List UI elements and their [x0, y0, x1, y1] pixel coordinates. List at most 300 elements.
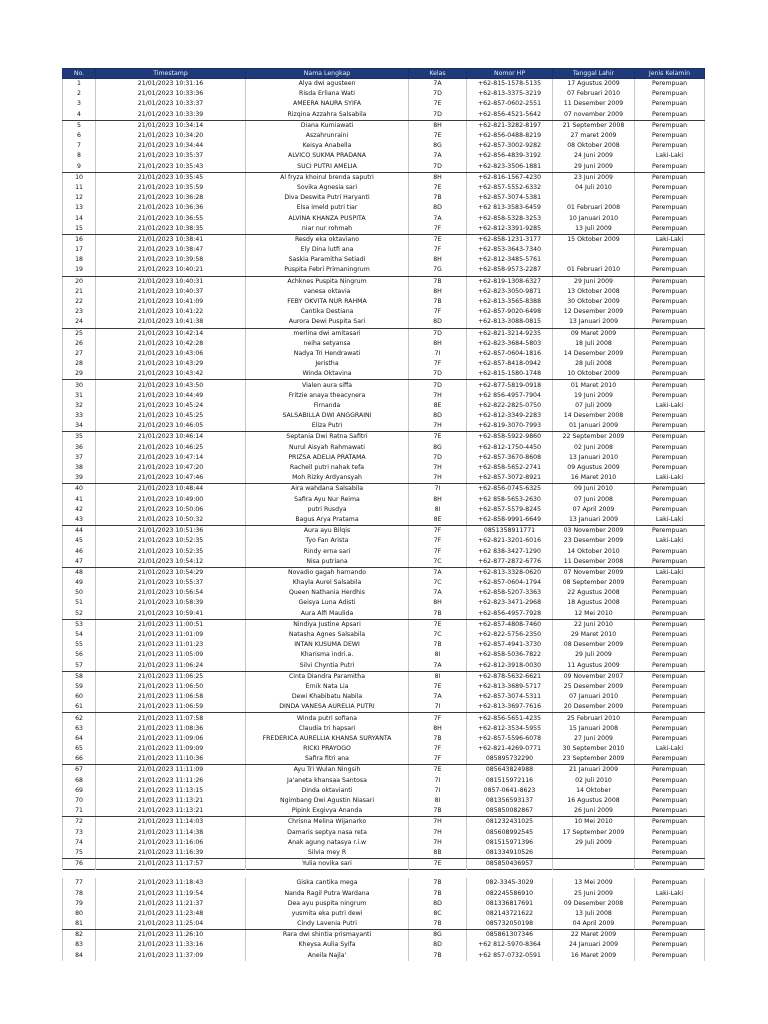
table-row: [63, 878, 705, 888]
student-table: [62, 68, 705, 961]
cell-timestamp: 21/01/2023 11:09:06: [96, 734, 246, 744]
cell-no: 84: [63, 951, 96, 961]
cell-timestamp: 21/01/2023 11:06:50: [96, 682, 246, 692]
table-row: [63, 888, 705, 898]
cell-kelas: 7B: [409, 193, 467, 203]
cell-nama: Yulia novika sari: [246, 859, 409, 870]
cell-kelas: 8B: [409, 848, 467, 859]
cell-timestamp: 21/01/2023 11:13:21: [96, 806, 246, 817]
cell-no: 33: [63, 411, 96, 421]
cell-jenis: Perempuan: [635, 619, 705, 630]
cell-jenis: Perempuan: [635, 110, 705, 121]
cell-hp: +62-813-3328-0620: [467, 567, 553, 578]
cell-no: 79: [63, 899, 96, 909]
cell-timestamp: 21/01/2023 11:14:03: [96, 817, 246, 828]
cell-kelas: 8H: [409, 287, 467, 297]
cell-hp: +62-858-5036-7822: [467, 650, 553, 660]
cell-jenis: Perempuan: [635, 899, 705, 909]
table-row: [63, 463, 705, 473]
table-row: [63, 505, 705, 515]
table-row: [63, 307, 705, 317]
cell-nama: Tyo Fan Arista: [246, 536, 409, 546]
cell-tanggal: 10 Mei 2010: [553, 817, 635, 828]
cell-nama: Fritzie anaya theacynera: [246, 391, 409, 401]
cell-no: 7: [63, 141, 96, 151]
cell-jenis: Perempuan: [635, 878, 705, 888]
cell-kelas: 8E: [409, 515, 467, 526]
cell-nama: Silvi Chyntia Putri: [246, 661, 409, 672]
cell-no: 83: [63, 940, 96, 950]
table-row: [63, 744, 705, 754]
cell-no: 46: [63, 546, 96, 556]
cell-tanggal: 17 September 2009: [553, 828, 635, 838]
cell-hp: +62-858-5328-3253: [467, 213, 553, 223]
cell-kelas: 8G: [409, 141, 467, 151]
cell-tanggal: 13 Januari 2010: [553, 453, 635, 463]
cell-tanggal: [553, 848, 635, 859]
table-row: [63, 99, 705, 109]
cell-kelas: 7F: [409, 546, 467, 556]
cell-kelas: 7E: [409, 131, 467, 141]
cell-no: 9: [63, 162, 96, 173]
cell-nama: Al fryza khoirul brenda saputri: [246, 172, 409, 183]
cell-no: 16: [63, 234, 96, 245]
cell-timestamp: 21/01/2023 11:06:59: [96, 702, 246, 713]
cell-no: 82: [63, 930, 96, 941]
cell-kelas: 7B: [409, 806, 467, 817]
table-row: [63, 172, 705, 183]
cell-tanggal: 20 Desember 2009: [553, 702, 635, 713]
cell-no: 6: [63, 131, 96, 141]
cell-kelas: 7E: [409, 619, 467, 630]
cell-tanggal: 13 Januari 2009: [553, 317, 635, 328]
cell-hp: +62-857-3072-8921: [467, 473, 553, 484]
table-row: [63, 765, 705, 776]
cell-no: 61: [63, 702, 96, 713]
table-row: [63, 713, 705, 724]
cell-tanggal: 08 September 2009: [553, 578, 635, 588]
cell-jenis: Perempuan: [635, 131, 705, 141]
cell-hp: +62-857-8418-0942: [467, 359, 553, 369]
cell-timestamp: 21/01/2023 11:09:09: [96, 744, 246, 754]
cell-no: 54: [63, 630, 96, 640]
cell-jenis: Perempuan: [635, 838, 705, 848]
cell-tanggal: 15 Oktober 2009: [553, 234, 635, 245]
table-row: [63, 339, 705, 349]
cell-jenis: Perempuan: [635, 463, 705, 473]
cell-jenis: Perempuan: [635, 297, 705, 307]
cell-hp: +62-816-1567-4230: [467, 172, 553, 183]
cell-timestamp: 21/01/2023 11:14:38: [96, 828, 246, 838]
cell-timestamp: 21/01/2023 10:40:31: [96, 276, 246, 287]
cell-hp: 085895732290: [467, 754, 553, 765]
cell-timestamp: 21/01/2023 10:45:24: [96, 401, 246, 411]
cell-no: 55: [63, 640, 96, 650]
cell-jenis: Perempuan: [635, 692, 705, 702]
table-row: [63, 265, 705, 276]
table-row: [63, 776, 705, 786]
cell-jenis: Perempuan: [635, 734, 705, 744]
cell-timestamp: 21/01/2023 10:35:43: [96, 162, 246, 173]
cell-tanggal: 11 Desember 2008: [553, 557, 635, 568]
cell-tanggal: 17 Agustus 2009: [553, 79, 635, 90]
cell-tanggal: 03 November 2009: [553, 526, 635, 537]
cell-kelas: 8I: [409, 505, 467, 515]
cell-hp: +62-856-4521-5642: [467, 110, 553, 121]
table-row: [63, 848, 705, 859]
cell-hp: +62-857-4808-7460: [467, 619, 553, 630]
cell-hp: +62-857-5596-6078: [467, 734, 553, 744]
cell-nama: Dea ayu puspita ningrum: [246, 899, 409, 909]
table-row: [63, 692, 705, 702]
table-row: [63, 951, 705, 961]
cell-tanggal: 09 Desember 2008: [553, 899, 635, 909]
cell-nama: Rizqina Azzahra Salsabila: [246, 110, 409, 121]
cell-timestamp: 21/01/2023 10:33:39: [96, 110, 246, 121]
cell-jenis: Perempuan: [635, 919, 705, 930]
cell-hp: +62-858-9991-6649: [467, 515, 553, 526]
col-header-jenis: Jenis Kelamin: [635, 69, 705, 79]
cell-nama: merlina dwi amitasari: [246, 328, 409, 339]
cell-hp: +62-857-5552-6332: [467, 183, 553, 193]
cell-jenis: Perempuan: [635, 317, 705, 328]
cell-tanggal: 10 Oktober 2009: [553, 369, 635, 380]
cell-timestamp: 21/01/2023 10:41:38: [96, 317, 246, 328]
cell-timestamp: 21/01/2023 11:37:09: [96, 951, 246, 961]
cell-jenis: Perempuan: [635, 359, 705, 369]
cell-timestamp: 21/01/2023 11:33:16: [96, 940, 246, 950]
cell-nama: Ngimbang Dwi Agustin Niasari: [246, 796, 409, 806]
data-sheet: [62, 68, 704, 961]
cell-timestamp: 21/01/2023 10:35:59: [96, 183, 246, 193]
cell-jenis: Laki-Laki: [635, 536, 705, 546]
cell-jenis: Perempuan: [635, 328, 705, 339]
cell-no: 31: [63, 391, 96, 401]
cell-jenis: Perempuan: [635, 951, 705, 961]
cell-tanggal: 11 Desember 2009: [553, 99, 635, 109]
cell-jenis: Perempuan: [635, 724, 705, 734]
cell-jenis: Perempuan: [635, 806, 705, 817]
cell-jenis: Perempuan: [635, 817, 705, 828]
cell-timestamp: 21/01/2023 11:06:24: [96, 661, 246, 672]
cell-no: 5: [63, 120, 96, 131]
cell-hp: +62-813-3565-8388: [467, 297, 553, 307]
cell-tanggal: 12 Desember 2009: [553, 307, 635, 317]
cell-nama: Safira Ayu Nur Reima: [246, 495, 409, 505]
cell-kelas: 7I: [409, 786, 467, 796]
cell-jenis: Perempuan: [635, 505, 705, 515]
cell-no: 27: [63, 349, 96, 359]
cell-tanggal: 19 Juni 2009: [553, 391, 635, 401]
cell-tanggal: 24 Januari 2009: [553, 940, 635, 950]
cell-no: 71: [63, 806, 96, 817]
cell-hp: +62 858-5653-2630: [467, 495, 553, 505]
cell-kelas: 7A: [409, 213, 467, 223]
cell-no: 17: [63, 245, 96, 255]
cell-timestamp: 21/01/2023 11:13:21: [96, 796, 246, 806]
cell-nama: Eliza Putri: [246, 421, 409, 432]
cell-tanggal: 15 Januari 2008: [553, 724, 635, 734]
cell-nama: Winda Oktavina: [246, 369, 409, 380]
cell-hp: 082-3345-3029: [467, 878, 553, 888]
cell-hp: +62-815-1580-1748: [467, 369, 553, 380]
cell-hp: +62-858-5922-9860: [467, 432, 553, 443]
cell-timestamp: 21/01/2023 10:42:28: [96, 339, 246, 349]
cell-tanggal: 10 Januari 2010: [553, 213, 635, 223]
cell-no: 39: [63, 473, 96, 484]
cell-jenis: Perempuan: [635, 391, 705, 401]
cell-kelas: 7F: [409, 224, 467, 235]
table-row: [63, 754, 705, 765]
table-row: [63, 682, 705, 692]
table-row: [63, 796, 705, 806]
cell-timestamp: 21/01/2023 10:31:16: [96, 79, 246, 90]
cell-hp: +62-821-3201-6016: [467, 536, 553, 546]
cell-timestamp: 21/01/2023 11:06:58: [96, 692, 246, 702]
cell-timestamp: 21/01/2023 10:50:32: [96, 515, 246, 526]
table-row: [63, 828, 705, 838]
cell-hp: +62-857-3002-9282: [467, 141, 553, 151]
cell-jenis: Perempuan: [635, 79, 705, 90]
cell-no: 32: [63, 401, 96, 411]
cell-no: 69: [63, 786, 96, 796]
cell-nama: Nurul Aisyah Rahmawati: [246, 443, 409, 453]
cell-timestamp: 21/01/2023 10:39:58: [96, 255, 246, 265]
cell-nama: Saskia Paramitha Setiadi: [246, 255, 409, 265]
cell-no: 77: [63, 878, 96, 888]
cell-hp: +62-856-5651-4235: [467, 713, 553, 724]
cell-no: 78: [63, 888, 96, 898]
cell-no: 15: [63, 224, 96, 235]
cell-tanggal: 01 Maret 2010: [553, 380, 635, 391]
cell-kelas: 7E: [409, 432, 467, 443]
cell-hp: +62-877-2872-6776: [467, 557, 553, 568]
cell-no: 60: [63, 692, 96, 702]
cell-kelas: 8H: [409, 172, 467, 183]
cell-timestamp: 21/01/2023 10:51:36: [96, 526, 246, 537]
cell-timestamp: 21/01/2023 10:41:22: [96, 307, 246, 317]
cell-hp: +62-812-3534-5955: [467, 724, 553, 734]
cell-no: 53: [63, 619, 96, 630]
cell-hp: +62-812-3391-9285: [467, 224, 553, 235]
cell-timestamp: 21/01/2023 10:35:45: [96, 172, 246, 183]
cell-tanggal: 01 Februari 2008: [553, 203, 635, 213]
cell-hp: 081356593137: [467, 796, 553, 806]
cell-nama: Cinta Diandra Paramitha: [246, 671, 409, 682]
cell-nama: Rachell putri nahak tefa: [246, 463, 409, 473]
table-row: [63, 421, 705, 432]
table-row: [63, 369, 705, 380]
cell-timestamp: 21/01/2023 11:01:23: [96, 640, 246, 650]
cell-timestamp: 21/01/2023 11:07:58: [96, 713, 246, 724]
cell-hp: 0851358911771: [467, 526, 553, 537]
table-row: [63, 661, 705, 672]
table-row: [63, 526, 705, 537]
cell-no: 18: [63, 255, 96, 265]
cell-jenis: Perempuan: [635, 213, 705, 223]
cell-timestamp: 21/01/2023 10:40:37: [96, 287, 246, 297]
cell-no: 45: [63, 536, 96, 546]
cell-no: 57: [63, 661, 96, 672]
cell-no: 58: [63, 671, 96, 682]
cell-timestamp: 21/01/2023 10:41:09: [96, 297, 246, 307]
cell-no: 51: [63, 598, 96, 608]
cell-tanggal: 24 Juni 2009: [553, 151, 635, 161]
cell-tanggal: 04 April 2009: [553, 919, 635, 930]
table-row: [63, 380, 705, 391]
cell-no: 4: [63, 110, 96, 121]
cell-nama: vanesa oktavia: [246, 287, 409, 297]
cell-nama: Aura ayu Bilqis: [246, 526, 409, 537]
cell-no: 34: [63, 421, 96, 432]
cell-kelas: 8H: [409, 598, 467, 608]
cell-nama: Ja'aneta khansaa Santosa: [246, 776, 409, 786]
cell-tanggal: 14 Desember 2009: [553, 349, 635, 359]
cell-kelas: 7B: [409, 951, 467, 961]
table-row: [63, 317, 705, 328]
cell-timestamp: 21/01/2023 11:10:36: [96, 754, 246, 765]
cell-nama: Cantika Destiana: [246, 307, 409, 317]
table-row: [63, 619, 705, 630]
cell-nama: Silvia mey R: [246, 848, 409, 859]
table-row: [63, 899, 705, 909]
cell-hp: +62-858-9573-2287: [467, 265, 553, 276]
cell-nama: niar nur rohmah: [246, 224, 409, 235]
cell-timestamp: 21/01/2023 11:16:06: [96, 838, 246, 848]
cell-jenis: Perempuan: [635, 796, 705, 806]
cell-tanggal: 29 Juni 2009: [553, 276, 635, 287]
cell-jenis: Perempuan: [635, 120, 705, 131]
cell-nama: Ernik Nata Lia: [246, 682, 409, 692]
cell-timestamp: 21/01/2023 11:00:51: [96, 619, 246, 630]
cell-jenis: Perempuan: [635, 484, 705, 495]
cell-kelas: 7E: [409, 765, 467, 776]
cell-jenis: Perempuan: [635, 443, 705, 453]
col-header-hp: Nomor HP: [467, 69, 553, 79]
cell-jenis: Perempuan: [635, 369, 705, 380]
cell-tanggal: 18 Juli 2008: [553, 339, 635, 349]
cell-tanggal: 21 September 2008: [553, 120, 635, 131]
table-row: [63, 515, 705, 526]
cell-no: 8: [63, 151, 96, 161]
cell-nama: Moh Rizky Ardyansyah: [246, 473, 409, 484]
cell-kelas: 7A: [409, 692, 467, 702]
cell-no: 28: [63, 359, 96, 369]
cell-kelas: 7I: [409, 484, 467, 495]
cell-tanggal: 11 Agustus 2009: [553, 661, 635, 672]
cell-timestamp: 21/01/2023 10:43:29: [96, 359, 246, 369]
cell-kelas: 8H: [409, 724, 467, 734]
cell-hp: +62-857-3074-5311: [467, 692, 553, 702]
cell-no: 26: [63, 339, 96, 349]
cell-kelas: 7D: [409, 380, 467, 391]
cell-no: 13: [63, 203, 96, 213]
cell-nama: ALVINA KHANZA PUSPITA: [246, 213, 409, 223]
cell-hp: +62 857-0732-0591: [467, 951, 553, 961]
cell-nama: Cindy Lavenia Putri: [246, 919, 409, 930]
cell-no: 63: [63, 724, 96, 734]
cell-no: 49: [63, 578, 96, 588]
cell-jenis: Perempuan: [635, 287, 705, 297]
cell-kelas: 7A: [409, 567, 467, 578]
cell-tanggal: 13 Juli 2009: [553, 224, 635, 235]
cell-jenis: Perempuan: [635, 411, 705, 421]
cell-jenis: Perempuan: [635, 421, 705, 432]
cell-kelas: 7B: [409, 888, 467, 898]
cell-jenis: Perempuan: [635, 640, 705, 650]
cell-no: 11: [63, 183, 96, 193]
table-row: [63, 193, 705, 203]
cell-hp: +62 813-3583-6459: [467, 203, 553, 213]
cell-timestamp: 21/01/2023 10:33:37: [96, 99, 246, 109]
cell-hp: 081232431025: [467, 817, 553, 828]
cell-no: 66: [63, 754, 96, 765]
cell-timestamp: 21/01/2023 11:11:26: [96, 776, 246, 786]
cell-jenis: Laki-Laki: [635, 473, 705, 484]
cell-kelas: 7B: [409, 276, 467, 287]
cell-hp: +62-822-5756-2350: [467, 630, 553, 640]
cell-no: 22: [63, 297, 96, 307]
cell-no: 29: [63, 369, 96, 380]
cell-tanggal: 27 maret 2009: [553, 131, 635, 141]
cell-jenis: Laki-Laki: [635, 567, 705, 578]
cell-no: 12: [63, 193, 96, 203]
cell-no: 65: [63, 744, 96, 754]
cell-kelas: 8C: [409, 909, 467, 919]
cell-nama: Aurora Dewi Puspita Sari: [246, 317, 409, 328]
cell-jenis: Perempuan: [635, 546, 705, 556]
cell-nama: Aszahrunraini: [246, 131, 409, 141]
table-row: [63, 650, 705, 660]
cell-hp: +62-812-3485-5761: [467, 255, 553, 265]
cell-hp: +62-819-3070-7993: [467, 421, 553, 432]
cell-nama: Winda putri sofiana: [246, 713, 409, 724]
table-row: [63, 640, 705, 650]
cell-kelas: 7F: [409, 536, 467, 546]
cell-nama: FREDERICA AURELLIA KHANSA SURYANTA: [246, 734, 409, 744]
cell-hp: +62-858-5652-2741: [467, 463, 553, 473]
cell-jenis: Laki-Laki: [635, 401, 705, 411]
cell-tanggal: 25 Juni 2009: [553, 888, 635, 898]
cell-tanggal: 16 Agustus 2008: [553, 796, 635, 806]
cell-nama: Alya dwi agusteen: [246, 79, 409, 90]
cell-kelas: 7I: [409, 702, 467, 713]
cell-jenis: Perempuan: [635, 245, 705, 255]
cell-nama: yusmita eka putri dewi: [246, 909, 409, 919]
table-body: [63, 79, 705, 961]
cell-tanggal: 25 Desember 2009: [553, 682, 635, 692]
cell-timestamp: 21/01/2023 11:25:04: [96, 919, 246, 930]
cell-timestamp: 21/01/2023 11:13:15: [96, 786, 246, 796]
cell-no: 24: [63, 317, 96, 328]
table-row: [63, 141, 705, 151]
table-row: [63, 567, 705, 578]
cell-no: 40: [63, 484, 96, 495]
cell-no: 81: [63, 919, 96, 930]
cell-nama: Elsa imeld putri tiar: [246, 203, 409, 213]
cell-nama: RICKI PRAYOGO: [246, 744, 409, 754]
cell-timestamp: 21/01/2023 11:19:54: [96, 888, 246, 898]
cell-tanggal: 07 November 2009: [553, 567, 635, 578]
cell-hp: +62-858-5207-3363: [467, 588, 553, 598]
cell-tanggal: 07 Februari 2010: [553, 89, 635, 99]
cell-no: 75: [63, 848, 96, 859]
cell-jenis: Perempuan: [635, 661, 705, 672]
cell-tanggal: 29 Maret 2010: [553, 630, 635, 640]
cell-tanggal: 27 Juni 2009: [553, 734, 635, 744]
cell-timestamp: 21/01/2023 10:59:41: [96, 609, 246, 620]
cell-jenis: Perempuan: [635, 183, 705, 193]
